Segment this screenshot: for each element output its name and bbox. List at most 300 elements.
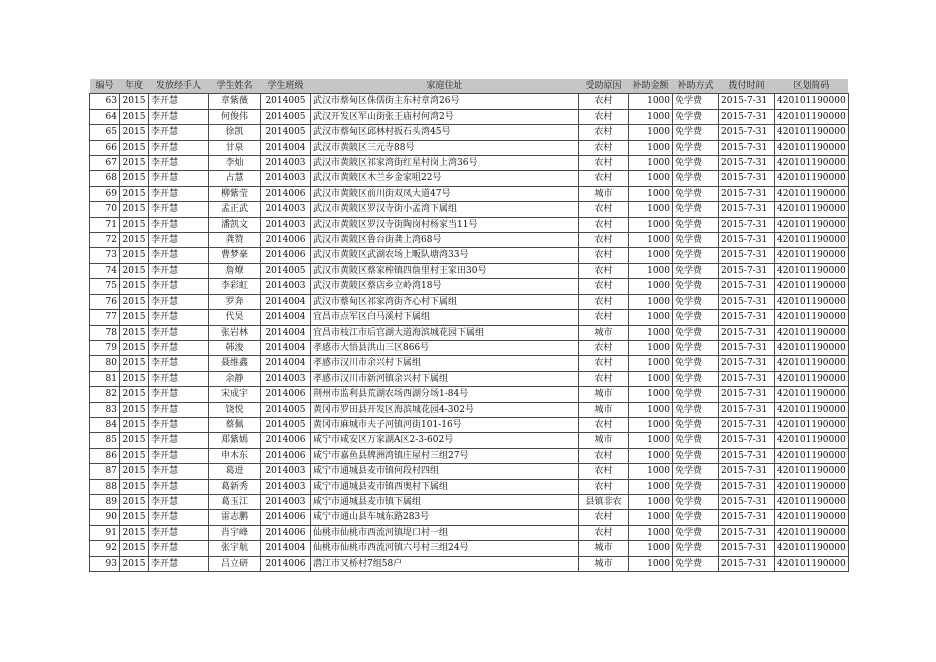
cell-class: 2014006 — [261, 248, 311, 263]
cell-id: 76 — [90, 294, 120, 309]
cell-year: 2015 — [120, 186, 149, 201]
cell-amount: 1000 — [629, 263, 673, 278]
header-cell: 受助原因 — [579, 79, 629, 94]
cell-handler: 李开慧 — [149, 479, 209, 494]
cell-reason: 农村 — [579, 263, 629, 278]
cell-handler: 李开慧 — [149, 525, 209, 540]
cell-id: 63 — [90, 94, 120, 109]
cell-amount: 1000 — [629, 525, 673, 540]
cell-reason: 城市 — [579, 325, 629, 340]
header-cell: 区划简码 — [775, 79, 849, 94]
cell-method: 免学费 — [673, 217, 719, 232]
cell-id: 86 — [90, 448, 120, 463]
cell-method: 免学费 — [673, 356, 719, 371]
cell-class: 2014005 — [261, 125, 311, 140]
cell-student-name: 申木东 — [209, 448, 261, 463]
cell-student-name: 李彩虹 — [209, 279, 261, 294]
table-row — [90, 279, 849, 294]
cell-reason: 城市 — [579, 556, 629, 571]
cell-address: 武汉市蔡甸区侏儒街主东村章湾26号 — [311, 94, 579, 109]
cell-date: 2015-7-31 — [719, 294, 775, 309]
cell-region-code: 420101190000 — [775, 109, 849, 124]
cell-date: 2015-7-31 — [719, 140, 775, 155]
cell-year: 2015 — [120, 525, 149, 540]
cell-id: 78 — [90, 325, 120, 340]
cell-amount: 1000 — [629, 294, 673, 309]
table-row — [90, 125, 849, 140]
cell-student-name: 宋成宇 — [209, 387, 261, 402]
cell-student-name: 龚赞 — [209, 233, 261, 248]
cell-date: 2015-7-31 — [719, 494, 775, 509]
cell-reason: 城市 — [579, 402, 629, 417]
cell-date: 2015-7-31 — [719, 171, 775, 186]
cell-address: 咸宁市通城县麦市镇何段村四组 — [311, 464, 579, 479]
cell-id: 72 — [90, 233, 120, 248]
cell-method: 免学费 — [673, 294, 719, 309]
cell-id: 92 — [90, 541, 120, 556]
cell-year: 2015 — [120, 310, 149, 325]
cell-amount: 1000 — [629, 464, 673, 479]
cell-student-name: 曹梦豪 — [209, 248, 261, 263]
cell-id: 74 — [90, 263, 120, 278]
cell-class: 2014004 — [261, 541, 311, 556]
cell-amount: 1000 — [629, 233, 673, 248]
cell-reason: 农村 — [579, 464, 629, 479]
cell-date: 2015-7-31 — [719, 479, 775, 494]
cell-region-code: 420101190000 — [775, 140, 849, 155]
cell-method: 免学费 — [673, 417, 719, 432]
cell-class: 2014004 — [261, 356, 311, 371]
cell-class: 2014006 — [261, 448, 311, 463]
cell-region-code: 420101190000 — [775, 448, 849, 463]
cell-address: 武汉开发区军山街张王庙村何湾2号 — [311, 109, 579, 124]
cell-student-name: 葛进 — [209, 464, 261, 479]
cell-method: 免学费 — [673, 310, 719, 325]
cell-student-name: 代昊 — [209, 310, 261, 325]
cell-handler: 李开慧 — [149, 94, 209, 109]
cell-address: 武汉市黄陂区木兰乡金家咀22号 — [311, 171, 579, 186]
header-cell: 发放经手人 — [149, 79, 209, 94]
cell-address: 武汉市蔡甸区祁家湾街齐心村下属组 — [311, 294, 579, 309]
cell-reason: 农村 — [579, 310, 629, 325]
cell-date: 2015-7-31 — [719, 156, 775, 171]
cell-year: 2015 — [120, 109, 149, 124]
cell-date: 2015-7-31 — [719, 94, 775, 109]
cell-year: 2015 — [120, 464, 149, 479]
cell-id: 85 — [90, 433, 120, 448]
cell-id: 83 — [90, 402, 120, 417]
table-row — [90, 340, 849, 355]
cell-region-code: 420101190000 — [775, 263, 849, 278]
table-row — [90, 186, 849, 201]
cell-amount: 1000 — [629, 402, 673, 417]
cell-id: 77 — [90, 310, 120, 325]
header-cell: 学生姓名 — [209, 79, 261, 94]
cell-address: 咸宁市咸安区万家湖A区2-3-602号 — [311, 433, 579, 448]
cell-region-code: 420101190000 — [775, 356, 849, 371]
cell-student-name: 饶悦 — [209, 402, 261, 417]
cell-method: 免学费 — [673, 233, 719, 248]
cell-date: 2015-7-31 — [719, 217, 775, 232]
cell-date: 2015-7-31 — [719, 202, 775, 217]
cell-address: 黄冈市麻城市夫子河镇河街101-16号 — [311, 417, 579, 432]
cell-id: 73 — [90, 248, 120, 263]
cell-handler: 李开慧 — [149, 125, 209, 140]
cell-amount: 1000 — [629, 279, 673, 294]
table-row — [90, 325, 849, 340]
cell-student-name: 孟正武 — [209, 202, 261, 217]
cell-region-code: 420101190000 — [775, 387, 849, 402]
cell-date: 2015-7-31 — [719, 510, 775, 525]
cell-id: 65 — [90, 125, 120, 140]
cell-year: 2015 — [120, 479, 149, 494]
cell-class: 2014006 — [261, 510, 311, 525]
cell-year: 2015 — [120, 248, 149, 263]
cell-handler: 李开慧 — [149, 448, 209, 463]
cell-handler: 李开慧 — [149, 494, 209, 509]
cell-region-code: 420101190000 — [775, 156, 849, 171]
cell-address: 武汉市黄陂区武湖农场上畈队塘湾33号 — [311, 248, 579, 263]
cell-address: 孝感市汉川市新河镇余兴村下属组 — [311, 371, 579, 386]
cell-reason: 城市 — [579, 433, 629, 448]
cell-date: 2015-7-31 — [719, 417, 775, 432]
cell-class: 2014003 — [261, 171, 311, 186]
cell-address: 咸宁市通城县麦市镇西奥村下属组 — [311, 479, 579, 494]
cell-student-name: 徐凯 — [209, 125, 261, 140]
cell-id: 80 — [90, 356, 120, 371]
cell-reason: 农村 — [579, 417, 629, 432]
cell-method: 免学费 — [673, 464, 719, 479]
cell-amount: 1000 — [629, 387, 673, 402]
cell-address: 孝感市大悟县洪山三区866号 — [311, 340, 579, 355]
cell-class: 2014006 — [261, 186, 311, 201]
cell-student-name: 甘泉 — [209, 140, 261, 155]
cell-method: 免学费 — [673, 556, 719, 571]
cell-year: 2015 — [120, 156, 149, 171]
cell-address: 武汉市黄陂区蔡店乡立岭湾18号 — [311, 279, 579, 294]
cell-region-code: 420101190000 — [775, 125, 849, 140]
cell-handler: 李开慧 — [149, 402, 209, 417]
cell-region-code: 420101190000 — [775, 417, 849, 432]
cell-amount: 1000 — [629, 310, 673, 325]
cell-reason: 农村 — [579, 156, 629, 171]
cell-region-code: 420101190000 — [775, 494, 849, 509]
cell-amount: 1000 — [629, 94, 673, 109]
cell-amount: 1000 — [629, 248, 673, 263]
cell-region-code: 420101190000 — [775, 279, 849, 294]
cell-amount: 1000 — [629, 140, 673, 155]
cell-region-code: 420101190000 — [775, 541, 849, 556]
cell-address: 武汉市黄陂区鲁台街龚上湾68号 — [311, 233, 579, 248]
cell-reason: 农村 — [579, 171, 629, 186]
cell-amount: 1000 — [629, 448, 673, 463]
cell-region-code: 420101190000 — [775, 310, 849, 325]
cell-reason: 农村 — [579, 202, 629, 217]
cell-address: 武汉市黄陂区三元寺88号 — [311, 140, 579, 155]
cell-student-name: 张宇航 — [209, 541, 261, 556]
cell-reason: 农村 — [579, 125, 629, 140]
cell-amount: 1000 — [629, 156, 673, 171]
cell-year: 2015 — [120, 94, 149, 109]
cell-year: 2015 — [120, 340, 149, 355]
cell-region-code: 420101190000 — [775, 556, 849, 571]
cell-id: 89 — [90, 494, 120, 509]
cell-region-code: 420101190000 — [775, 371, 849, 386]
cell-class: 2014003 — [261, 202, 311, 217]
cell-date: 2015-7-31 — [719, 325, 775, 340]
cell-address: 武汉市黄陂区罗汉寺街陶岗村杨家当11号 — [311, 217, 579, 232]
cell-address: 宜昌市枝江市后官湖大道海滨城花园下属组 — [311, 325, 579, 340]
cell-date: 2015-7-31 — [719, 186, 775, 201]
cell-handler: 李开慧 — [149, 156, 209, 171]
cell-method: 免学费 — [673, 171, 719, 186]
table-row — [90, 433, 849, 448]
cell-class: 2014006 — [261, 525, 311, 540]
cell-handler: 李开慧 — [149, 541, 209, 556]
table-row — [90, 171, 849, 186]
table-row — [90, 556, 849, 571]
cell-method: 免学费 — [673, 402, 719, 417]
cell-address: 武汉市黄陂区蔡家榨镇四詹里村王家田30号 — [311, 263, 579, 278]
cell-handler: 李开慧 — [149, 433, 209, 448]
cell-address: 咸宁市嘉鱼县牌洲湾镇庄屋村三组27号 — [311, 448, 579, 463]
cell-method: 免学费 — [673, 433, 719, 448]
header-cell: 补助金额 — [629, 79, 673, 94]
cell-reason: 农村 — [579, 479, 629, 494]
cell-student-name: 蔡佩 — [209, 417, 261, 432]
cell-method: 免学费 — [673, 510, 719, 525]
cell-amount: 1000 — [629, 325, 673, 340]
cell-method: 免学费 — [673, 202, 719, 217]
cell-region-code: 420101190000 — [775, 171, 849, 186]
cell-class: 2014004 — [261, 310, 311, 325]
cell-reason: 农村 — [579, 448, 629, 463]
cell-address: 潜江市又桥村7组58户 — [311, 556, 579, 571]
cell-region-code: 420101190000 — [775, 433, 849, 448]
cell-student-name: 詹燎 — [209, 263, 261, 278]
cell-date: 2015-7-31 — [719, 125, 775, 140]
cell-date: 2015-7-31 — [719, 371, 775, 386]
cell-amount: 1000 — [629, 202, 673, 217]
cell-handler: 李开慧 — [149, 510, 209, 525]
cell-handler: 李开慧 — [149, 340, 209, 355]
cell-method: 免学费 — [673, 541, 719, 556]
cell-class: 2014005 — [261, 402, 311, 417]
cell-reason: 城市 — [579, 387, 629, 402]
cell-method: 免学费 — [673, 94, 719, 109]
cell-student-name: 聂维鑫 — [209, 356, 261, 371]
table-row — [90, 402, 849, 417]
cell-id: 66 — [90, 140, 120, 155]
header-row — [90, 79, 849, 94]
cell-class: 2014005 — [261, 417, 311, 432]
cell-handler: 李开慧 — [149, 263, 209, 278]
cell-year: 2015 — [120, 279, 149, 294]
cell-year: 2015 — [120, 510, 149, 525]
cell-address: 咸宁市通城县麦市镇下属组 — [311, 494, 579, 509]
cell-class: 2014004 — [261, 140, 311, 155]
cell-reason: 农村 — [579, 217, 629, 232]
cell-method: 免学费 — [673, 371, 719, 386]
cell-student-name: 张岩林 — [209, 325, 261, 340]
cell-reason: 农村 — [579, 94, 629, 109]
cell-date: 2015-7-31 — [719, 263, 775, 278]
cell-date: 2015-7-31 — [719, 340, 775, 355]
cell-amount: 1000 — [629, 109, 673, 124]
cell-year: 2015 — [120, 387, 149, 402]
cell-student-name: 李灿 — [209, 156, 261, 171]
cell-date: 2015-7-31 — [719, 402, 775, 417]
table-row — [90, 510, 849, 525]
cell-student-name: 雷志鹏 — [209, 510, 261, 525]
table-row — [90, 217, 849, 232]
table-row — [90, 140, 849, 155]
cell-region-code: 420101190000 — [775, 233, 849, 248]
table-row — [90, 387, 849, 402]
cell-student-name: 何俊伟 — [209, 109, 261, 124]
cell-amount: 1000 — [629, 417, 673, 432]
cell-method: 免学费 — [673, 479, 719, 494]
cell-handler: 李开慧 — [149, 202, 209, 217]
cell-class: 2014005 — [261, 94, 311, 109]
cell-handler: 李开慧 — [149, 371, 209, 386]
table-row — [90, 202, 849, 217]
cell-date: 2015-7-31 — [719, 556, 775, 571]
cell-id: 69 — [90, 186, 120, 201]
table-row — [90, 248, 849, 263]
cell-address: 荆州市监利县荒湖农场西湖分场1-84号 — [311, 387, 579, 402]
cell-student-name: 葛玉江 — [209, 494, 261, 509]
cell-class: 2014003 — [261, 494, 311, 509]
cell-date: 2015-7-31 — [719, 279, 775, 294]
cell-class: 2014006 — [261, 433, 311, 448]
cell-region-code: 420101190000 — [775, 402, 849, 417]
cell-class: 2014005 — [261, 263, 311, 278]
cell-amount: 1000 — [629, 510, 673, 525]
cell-id: 75 — [90, 279, 120, 294]
table-row — [90, 371, 849, 386]
cell-method: 免学费 — [673, 340, 719, 355]
cell-year: 2015 — [120, 417, 149, 432]
cell-year: 2015 — [120, 125, 149, 140]
cell-region-code: 420101190000 — [775, 479, 849, 494]
cell-region-code: 420101190000 — [775, 94, 849, 109]
cell-year: 2015 — [120, 233, 149, 248]
cell-handler: 李开慧 — [149, 186, 209, 201]
cell-handler: 李开慧 — [149, 217, 209, 232]
cell-id: 91 — [90, 525, 120, 540]
cell-region-code: 420101190000 — [775, 464, 849, 479]
cell-reason: 农村 — [579, 525, 629, 540]
cell-id: 87 — [90, 464, 120, 479]
cell-amount: 1000 — [629, 171, 673, 186]
cell-year: 2015 — [120, 494, 149, 509]
cell-student-name: 郑紫嫣 — [209, 433, 261, 448]
cell-method: 免学费 — [673, 387, 719, 402]
cell-region-code: 420101190000 — [775, 510, 849, 525]
cell-student-name: 罗奔 — [209, 294, 261, 309]
cell-handler: 李开慧 — [149, 140, 209, 155]
cell-region-code: 420101190000 — [775, 325, 849, 340]
cell-student-name: 肖宇峰 — [209, 525, 261, 540]
cell-method: 免学费 — [673, 109, 719, 124]
cell-amount: 1000 — [629, 217, 673, 232]
cell-reason: 农村 — [579, 140, 629, 155]
cell-id: 67 — [90, 156, 120, 171]
cell-region-code: 420101190000 — [775, 217, 849, 232]
table-row — [90, 233, 849, 248]
cell-address: 宜昌市点军区白马溪村下属组 — [311, 310, 579, 325]
header-cell: 家庭住址 — [311, 79, 579, 94]
table-row — [90, 263, 849, 278]
cell-student-name: 韩浚 — [209, 340, 261, 355]
cell-year: 2015 — [120, 325, 149, 340]
table-row — [90, 417, 849, 432]
cell-date: 2015-7-31 — [719, 541, 775, 556]
cell-date: 2015-7-31 — [719, 448, 775, 463]
cell-amount: 1000 — [629, 494, 673, 509]
header-cell: 补助方式 — [673, 79, 719, 94]
cell-method: 免学费 — [673, 186, 719, 201]
cell-date: 2015-7-31 — [719, 387, 775, 402]
cell-handler: 李开慧 — [149, 556, 209, 571]
cell-reason: 城市 — [579, 186, 629, 201]
cell-method: 免学费 — [673, 494, 719, 509]
cell-year: 2015 — [120, 217, 149, 232]
cell-address: 武汉市黄陂区祁家湾街红星村岗上湾36号 — [311, 156, 579, 171]
cell-amount: 1000 — [629, 125, 673, 140]
cell-class: 2014004 — [261, 294, 311, 309]
cell-method: 免学费 — [673, 125, 719, 140]
cell-handler: 李开慧 — [149, 464, 209, 479]
cell-address: 黄冈市罗田县开发区海滨城花园4-302号 — [311, 402, 579, 417]
cell-date: 2015-7-31 — [719, 248, 775, 263]
cell-date: 2015-7-31 — [719, 109, 775, 124]
table-row — [90, 109, 849, 124]
cell-address: 武汉市黄陂区罗汉寺街小孟湾下属组 — [311, 202, 579, 217]
cell-handler: 李开慧 — [149, 171, 209, 186]
cell-student-name: 葛新秀 — [209, 479, 261, 494]
cell-amount: 1000 — [629, 340, 673, 355]
cell-handler: 李开慧 — [149, 279, 209, 294]
cell-id: 90 — [90, 510, 120, 525]
cell-region-code: 420101190000 — [775, 525, 849, 540]
cell-year: 2015 — [120, 433, 149, 448]
header-cell: 拨付时间 — [719, 79, 775, 94]
table-row — [90, 310, 849, 325]
table-row — [90, 156, 849, 171]
cell-year: 2015 — [120, 294, 149, 309]
table-row — [90, 541, 849, 556]
cell-id: 68 — [90, 171, 120, 186]
cell-region-code: 420101190000 — [775, 186, 849, 201]
cell-reason: 农村 — [579, 340, 629, 355]
cell-id: 82 — [90, 387, 120, 402]
cell-reason: 农村 — [579, 356, 629, 371]
cell-student-name: 占慧 — [209, 171, 261, 186]
table-row — [90, 294, 849, 309]
cell-year: 2015 — [120, 371, 149, 386]
cell-student-name: 柳紫莹 — [209, 186, 261, 201]
cell-reason: 农村 — [579, 233, 629, 248]
header-cell: 编号 — [90, 79, 120, 94]
cell-id: 93 — [90, 556, 120, 571]
cell-student-name: 潘凯文 — [209, 217, 261, 232]
cell-year: 2015 — [120, 402, 149, 417]
cell-region-code: 420101190000 — [775, 248, 849, 263]
cell-date: 2015-7-31 — [719, 464, 775, 479]
cell-address: 仙桃市仙桃市西流河镇堤口村一组 — [311, 525, 579, 540]
